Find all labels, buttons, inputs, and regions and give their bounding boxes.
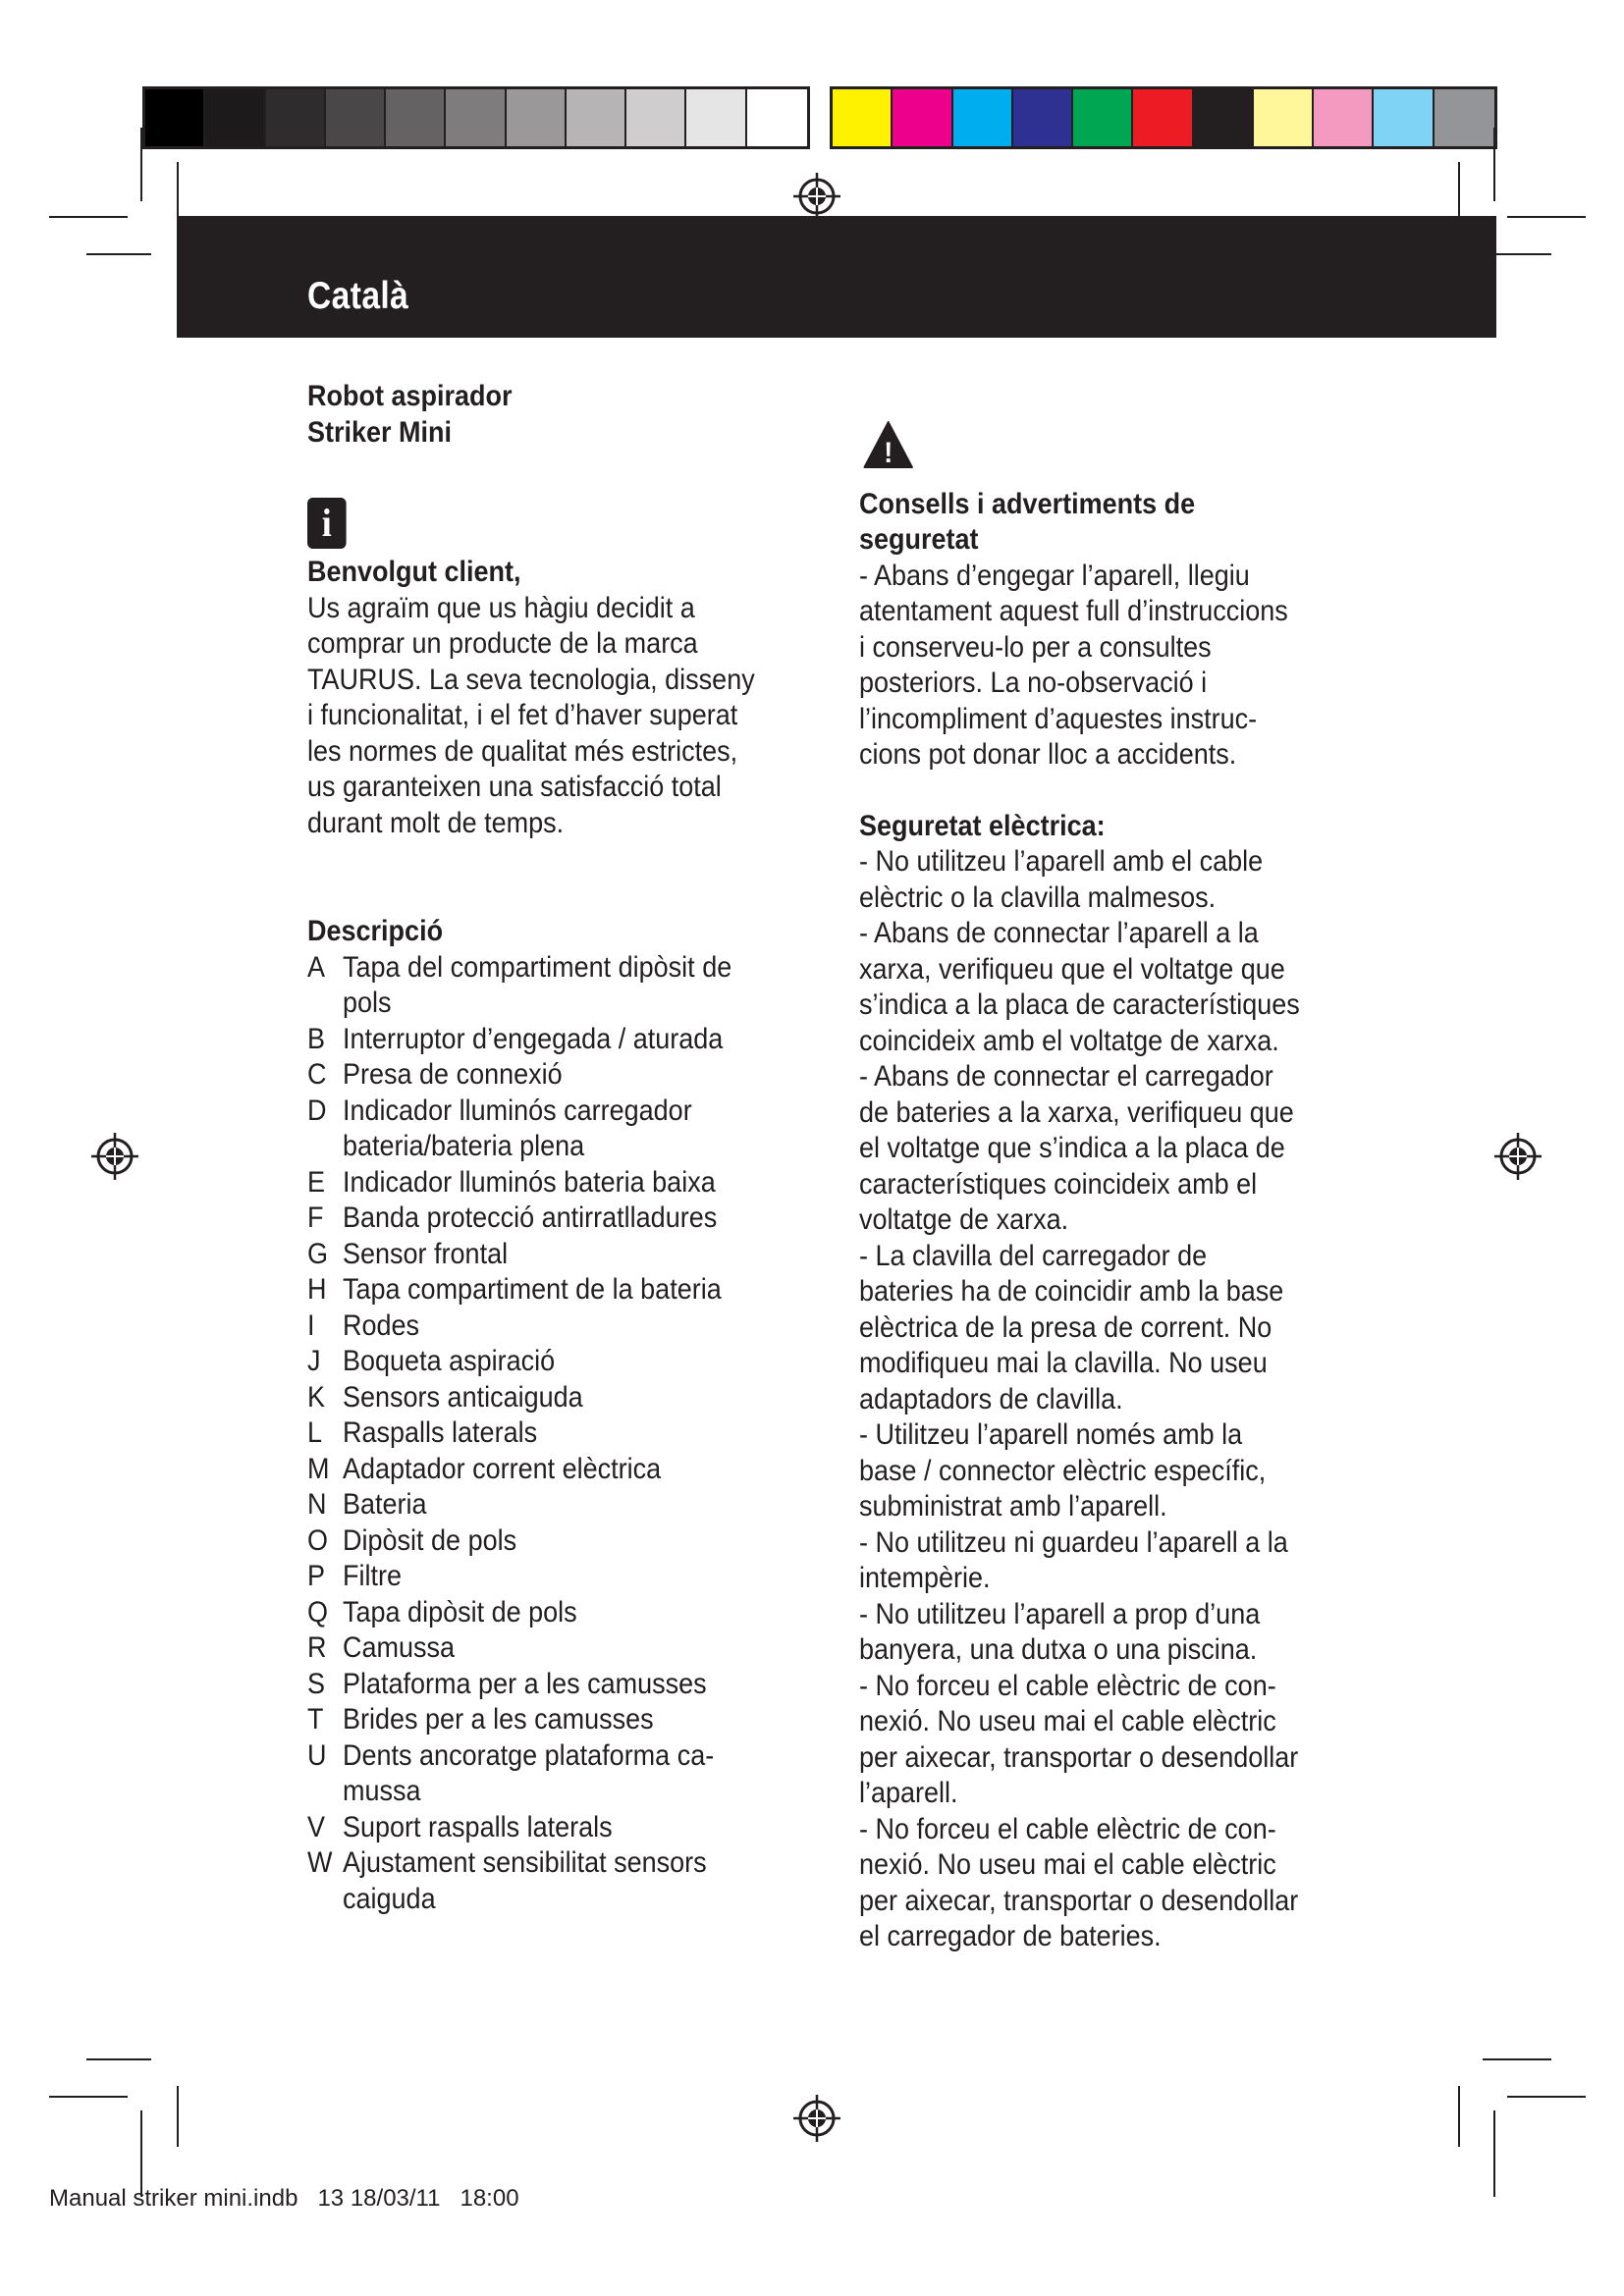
description-item — [307, 1523, 776, 1560]
item-label-line: Indicador lluminós bateria baixa — [343, 1165, 716, 1199]
description-item — [307, 1452, 776, 1488]
item-label-line: Presa de connexió — [343, 1058, 563, 1091]
item-label-line: Filtre — [343, 1560, 403, 1592]
electrical-safety-line: per aixecar, transportar o desendollar — [859, 1740, 1299, 1774]
electrical-safety-line: coincideix amb el voltatge de xarxa. — [859, 1024, 1279, 1057]
electrical-safety-line: per aixecar, transportar o desendollar — [859, 1884, 1299, 1917]
color-swatch — [266, 89, 326, 146]
item-label-line: Brides per a les camusses — [343, 1703, 654, 1735]
description-item — [307, 1308, 776, 1345]
electrical-safety-line: - Abans de connectar l’aparell a la — [859, 917, 1259, 949]
item-label-line: Dipòsit de pols — [343, 1523, 517, 1557]
electrical-safety-line: base / connector elèctric específic, — [859, 1454, 1267, 1487]
crop-mark — [1493, 2110, 1495, 2197]
registration-mark-icon — [791, 171, 842, 222]
item-label-line: Bateria — [343, 1488, 427, 1521]
description-item — [307, 1667, 776, 1703]
crop-mark — [1507, 216, 1586, 218]
color-swatch — [1013, 89, 1073, 146]
color-swatch — [1314, 89, 1374, 146]
electrical-safety-item — [859, 1525, 1319, 1597]
greeting-line: les normes de qualitat més estrictes, — [307, 734, 738, 768]
description-item — [307, 1415, 776, 1452]
description-item — [307, 1380, 776, 1416]
crop-mark — [177, 2086, 179, 2147]
color-swatch — [626, 89, 686, 146]
item-key: J — [307, 1345, 321, 1377]
color-swatch — [567, 89, 626, 146]
electrical-safety-line: banyera, una dutxa o una piscina. — [859, 1633, 1258, 1666]
item-label-line: Tapa del compartiment dipòsit de — [343, 950, 732, 984]
description-item — [307, 1022, 776, 1058]
crop-mark — [86, 2058, 151, 2060]
safety-line: - Abans d’engegar l’aparell, llegiu — [859, 559, 1250, 592]
right-column — [859, 420, 1370, 1955]
item-label-line: Raspalls laterals — [343, 1416, 538, 1449]
description-item — [307, 1094, 776, 1165]
description-item — [307, 1201, 776, 1237]
item-key: H — [307, 1273, 327, 1306]
description-item — [307, 1702, 776, 1738]
electrical-safety-line: modifiqueu mai la clavilla. No useu — [859, 1347, 1268, 1379]
electrical-safety-item — [859, 1812, 1319, 1955]
greeting-line: Us agraïm que us hàgiu decidit a — [307, 591, 695, 624]
item-label-line: Tapa dipòsit de pols — [343, 1595, 577, 1629]
item-label-line: Dents ancoratge plataforma ca- — [343, 1738, 715, 1772]
item-key: C — [307, 1058, 327, 1091]
process-color-bar — [830, 86, 1497, 149]
crop-mark — [140, 2110, 142, 2197]
safety-line: posteriors. La no-observació i — [859, 667, 1208, 699]
color-swatch — [1435, 89, 1494, 146]
item-label-line: caiguda — [343, 1882, 436, 1915]
electrical-safety-line: - Utilitzeu l’aparell només amb la — [859, 1418, 1243, 1451]
crop-mark — [1493, 128, 1495, 201]
greeting-line: durant molt de temps. — [307, 806, 565, 839]
warning-icon — [863, 420, 914, 469]
color-swatch — [145, 89, 205, 146]
color-swatch — [386, 89, 446, 146]
description-item — [307, 1630, 776, 1667]
electrical-safety-line: - No forceu el cable elèctric de con- — [859, 1812, 1276, 1845]
item-label-line: Camussa — [343, 1631, 456, 1664]
description-item — [307, 1057, 776, 1094]
item-key: E — [307, 1165, 326, 1199]
item-key: I — [307, 1308, 315, 1342]
item-key: M — [307, 1452, 330, 1485]
product-name-line1: Robot aspirador — [307, 380, 513, 412]
electrical-safety-line: nexió. No useu mai el cable elèctric — [859, 1848, 1276, 1881]
color-swatch — [1133, 89, 1193, 146]
greeting-text — [307, 591, 776, 842]
item-label-line: Tapa compartiment de la bateria — [343, 1273, 722, 1306]
color-swatch — [1194, 89, 1254, 146]
electrical-safety-item — [859, 1417, 1319, 1525]
crop-mark — [140, 128, 142, 201]
item-key: V — [307, 1810, 326, 1843]
description-item — [307, 1559, 776, 1595]
color-swatch — [893, 89, 952, 146]
color-swatch — [747, 89, 807, 146]
electrical-safety-item — [859, 1059, 1319, 1239]
grayscale-color-bar — [142, 86, 810, 149]
color-swatch — [953, 89, 1013, 146]
electrical-safety-line: - No forceu el cable elèctric de con- — [859, 1669, 1276, 1702]
electrical-safety-title: Seguretat elèctrica: — [859, 809, 1106, 842]
electrical-safety-line: elèctric o la clavilla malmesos. — [859, 881, 1217, 914]
safety-text — [859, 559, 1319, 774]
safety-line: i conserveu-lo per a consultes — [859, 630, 1212, 664]
electrical-safety-line: xarxa, verifiqueu que el voltatge que — [859, 952, 1285, 986]
electrical-safety-line: l’aparell. — [859, 1777, 958, 1809]
description-item — [307, 1237, 776, 1273]
color-swatch — [686, 89, 746, 146]
electrical-safety-item — [859, 1597, 1319, 1669]
description-item — [307, 950, 776, 1022]
electrical-safety-line: el carregador de bateries. — [859, 1920, 1162, 1952]
item-label-line: Interruptor d’engegada / aturada — [343, 1022, 724, 1055]
greeting-line: comprar un producte de la marca — [307, 627, 698, 660]
item-key: R — [307, 1631, 327, 1664]
greeting-line: us garanteixen una satisfacció total — [307, 771, 722, 803]
electrical-safety-line: adaptadors de clavilla. — [859, 1382, 1123, 1415]
safety-line: l’incompliment d’aquestes instruc- — [859, 702, 1258, 735]
safety-line: cions pot donar lloc a accidents. — [859, 738, 1237, 771]
item-key: U — [307, 1738, 327, 1772]
crop-mark — [1483, 2058, 1551, 2060]
crop-mark — [86, 253, 151, 255]
item-label-line: Sensors anticaiguda — [343, 1380, 583, 1414]
electrical-safety-line: elèctrica de la presa de corrent. No — [859, 1310, 1272, 1344]
item-key: O — [307, 1523, 329, 1557]
electrical-safety-line: característiques coincideix amb el — [859, 1167, 1258, 1201]
safety-line: atentament aquest full d’instruccions — [859, 595, 1288, 627]
color-swatch — [1374, 89, 1434, 146]
greeting-line: i funcionalitat, i el fet d’haver superat — [307, 699, 738, 731]
slug-page: 13 — [317, 2185, 345, 2212]
item-key: L — [307, 1416, 323, 1449]
description-item — [307, 1165, 776, 1201]
safety-title: Consells i advertiments de seguretat — [859, 487, 1196, 556]
description-item — [307, 1738, 776, 1810]
item-key: S — [307, 1667, 326, 1700]
electrical-safety-line: intempèrie. — [859, 1562, 991, 1594]
slug-time: 18:00 — [460, 2185, 519, 2212]
item-key: T — [307, 1703, 324, 1735]
slug-file: Manual striker mini.indb — [49, 2185, 298, 2212]
color-swatch — [833, 89, 893, 146]
item-label-line: Adaptador corrent elèctrica — [343, 1452, 662, 1485]
item-key: G — [307, 1237, 329, 1270]
product-name-line2: Striker Mini — [307, 415, 453, 449]
electrical-safety-line: - No utilitzeu l’aparell amb el cable — [859, 845, 1264, 878]
color-swatch — [326, 89, 386, 146]
item-label-line: Ajustament sensibilitat sensors — [343, 1846, 707, 1879]
item-label-line: mussa — [343, 1775, 421, 1807]
item-key: D — [307, 1094, 327, 1127]
electrical-safety-line: s’indica a la placa de característiques — [859, 988, 1300, 1021]
item-label-line: Banda protecció antirratlladures — [343, 1201, 718, 1234]
electrical-safety-item — [859, 916, 1319, 1059]
electrical-safety-line: el voltatge que s’indica a la placa de — [859, 1132, 1285, 1164]
description-list — [307, 950, 776, 1918]
item-label-line: Plataforma per a les camusses — [343, 1667, 707, 1700]
registration-mark-icon — [89, 1131, 140, 1182]
description-item — [307, 1344, 776, 1380]
greeting-title: Benvolgut client, — [307, 556, 521, 588]
description-item — [307, 1810, 776, 1846]
warning-icon-mark: ! — [884, 436, 893, 469]
registration-mark-icon — [791, 2093, 842, 2144]
electrical-safety-item — [859, 1239, 1319, 1418]
electrical-safety-list — [859, 844, 1319, 1955]
registration-mark-icon — [1492, 1131, 1543, 1182]
color-swatch — [446, 89, 506, 146]
item-key: P — [307, 1560, 326, 1592]
crop-mark — [1507, 2096, 1586, 2098]
item-label-line: Boqueta aspiració — [343, 1345, 556, 1377]
item-label-line: Rodes — [343, 1308, 420, 1342]
color-swatch — [507, 89, 567, 146]
crop-mark — [177, 162, 179, 216]
electrical-safety-line: voltatge de xarxa. — [859, 1203, 1069, 1236]
item-key: F — [307, 1201, 324, 1234]
color-swatch — [1254, 89, 1314, 146]
electrical-safety-line: de bateries a la xarxa, verifiqueu que — [859, 1095, 1294, 1129]
description-item — [307, 1845, 776, 1917]
electrical-safety-item — [859, 844, 1319, 916]
item-label-line: Sensor frontal — [343, 1237, 509, 1270]
item-key: A — [307, 950, 326, 984]
item-key: N — [307, 1488, 327, 1521]
description-item — [307, 1487, 776, 1523]
description-item — [307, 1595, 776, 1631]
item-label-line: Suport raspalls laterals — [343, 1810, 613, 1843]
item-key: B — [307, 1022, 326, 1055]
electrical-safety-line: nexió. No useu mai el cable elèctric — [859, 1705, 1276, 1737]
electrical-safety-line: - No utilitzeu l’aparell a prop d’una — [859, 1597, 1261, 1630]
item-key: K — [307, 1380, 326, 1414]
crop-mark — [49, 2096, 128, 2098]
electrical-safety-item — [859, 1669, 1319, 1812]
electrical-safety-line: - La clavilla del carregador de — [859, 1239, 1208, 1272]
color-swatch — [1073, 89, 1133, 146]
description-title: Descripció — [307, 915, 444, 947]
language-title: Català — [307, 275, 409, 317]
item-label-line: Indicador lluminós carregador — [343, 1094, 692, 1127]
info-icon: i — [307, 498, 347, 549]
slug-date: 18/03/11 — [350, 2185, 441, 2212]
description-item — [307, 1272, 776, 1308]
crop-mark — [49, 216, 128, 218]
electrical-safety-line: subministrat amb l’aparell. — [859, 1490, 1167, 1522]
color-swatch — [205, 89, 265, 146]
greeting-line: TAURUS. La seva tecnologia, disseny — [307, 663, 755, 696]
electrical-safety-line: - Abans de connectar el carregador — [859, 1060, 1273, 1093]
item-key: Q — [307, 1595, 329, 1629]
print-slug — [49, 2185, 519, 2213]
left-column — [307, 379, 828, 1917]
electrical-safety-line: bateries ha de coincidir amb la base — [859, 1275, 1284, 1308]
item-label-line: bateria/bateria plena — [343, 1130, 585, 1162]
electrical-safety-line: - No utilitzeu ni guardeu l’aparell a la — [859, 1525, 1288, 1559]
item-key: W — [307, 1846, 333, 1879]
item-label-line: pols — [343, 987, 392, 1019]
crop-mark — [1458, 2086, 1460, 2147]
